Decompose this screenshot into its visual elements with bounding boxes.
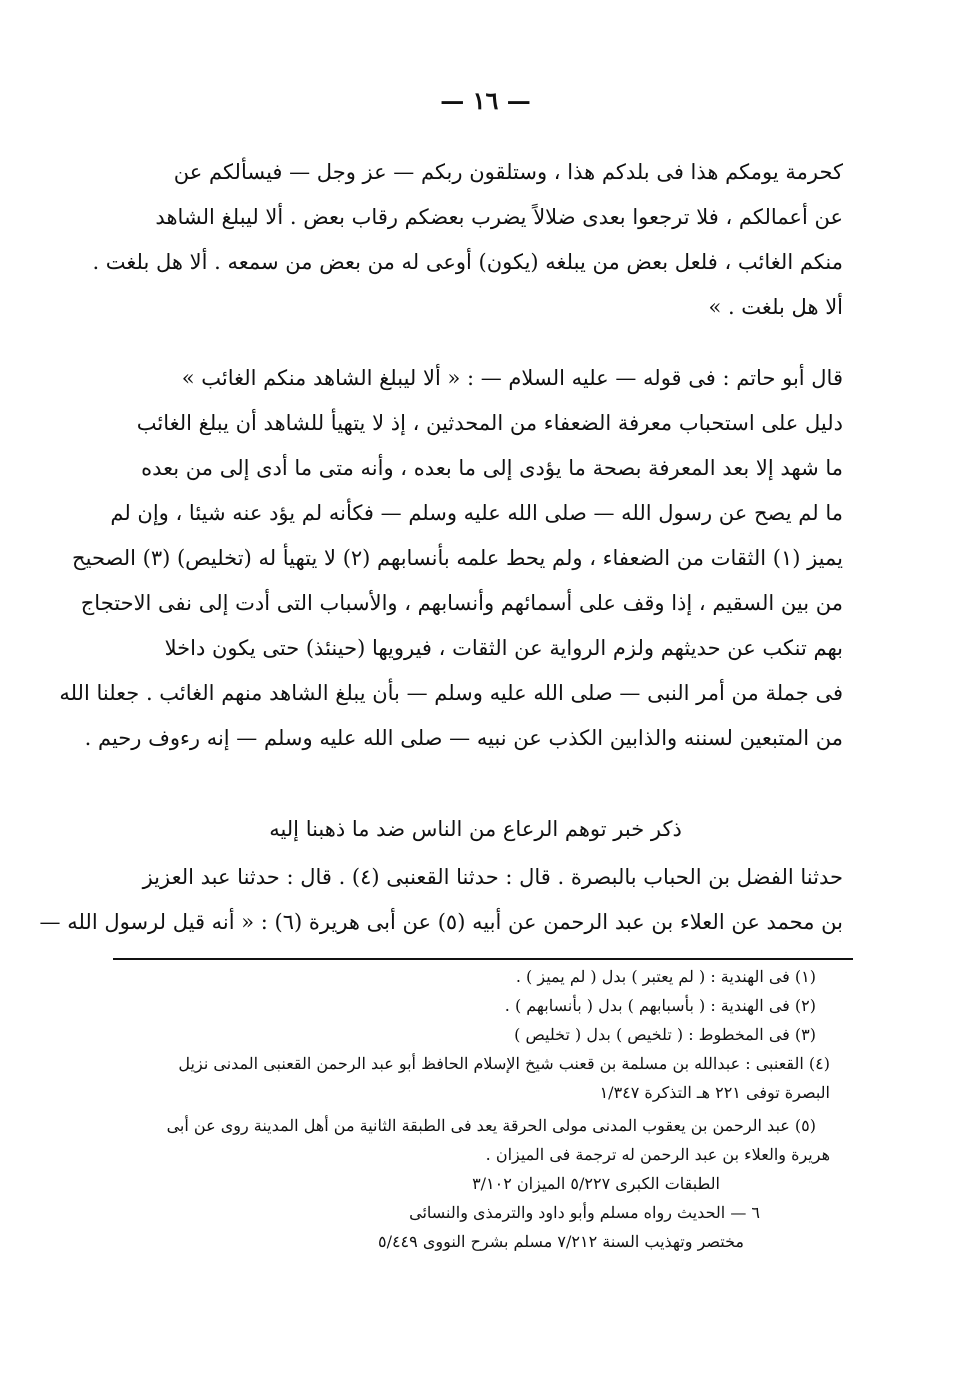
footnote-5: (٥) عبد الرحمن بن يعقوب المدنى مولى الحرقة يعد فى الطبقة الثانية من أهل المدينة روى عن أبى (166, 1116, 816, 1135)
footnote-6-source: مختصر وتهذيب السنة ٧/٢١٢ مسلم بشرح النووى ٥/٤٤٩ (377, 1232, 744, 1251)
text-line: كحرمة يومكم هذا فى بلدكم هذا ، وستلقون ربكم — عز وجل — فيسألكم عن (173, 160, 843, 184)
footnote-6: ٦ — الحديث رواه مسلم وأبو داود والترمذى والنسائى (409, 1203, 760, 1222)
footnote-5-source: الطبقات الكبرى ٥/٢٢٧ الميزان ٣/١٠٢ (472, 1174, 720, 1193)
footnote-4: (٤) القعنبى : عبدالله بن مسلمة بن قعنب شيخ الإسلام الحافظ أبو عبد الرحمن القعنبى المدنى نزيل (178, 1054, 830, 1073)
page-number: — ١٦ — (440, 86, 531, 115)
text-line: من بين السقيم ، إذا وقف على أسمائهم وأنسابهم ، والأسباب التى أدت إلى نفى الاحتجاج (80, 591, 843, 615)
text-line: دليل على استحباب معرفة الضعفاء من المحدثين ، إذ لا يتهيأ للشاهد أن يبلغ الغائب (136, 411, 843, 435)
section-heading: ذكر خبر توهم الرعاع من الناس ضد ما ذهبنا إليه (269, 817, 682, 841)
footnotes (100, 962, 830, 1256)
text-line: ما شهد إلا بعد المعرفة بصحة ما يؤدى إلى ما بعده ، وأنه متى ما أدى إلى من بعده (141, 456, 843, 480)
footnote-divider (113, 958, 853, 960)
text-line: بن محمد عن العلاء بن عبد الرحمن عن أبيه (٥) عن أبى هريرة (٦) : « أنه قيل لرسول الله — (39, 910, 843, 934)
paragraph-isnad (39, 855, 843, 945)
footnote-4-continuation: البصرة توفى ٢٢١ هـ التذكرة ١/٣٤٧ (599, 1083, 830, 1102)
text-line: حدثنا الفضل بن الحباب بالبصرة . قال : حدثنا القعنبى (٤) . قال : حدثنا عبد العزيز (142, 865, 843, 889)
text-line: يميز (١) الثقات من الضعفاء ، ولم يحط علمه بأنسابهم (٢) لا يتهيأ له (تخليص) (٣) الصحيح (72, 546, 843, 570)
text-line: ما لم يصح عن رسول الله — صلى الله عليه وسلم — فكأنه لم يؤد عنه شيئا ، وإن لم (110, 501, 843, 525)
footnote-3: (٣) فى المخطوط : ( تلخيص ) بدل ( تخليص ) (514, 1025, 816, 1044)
text-line: فى جملة من أمر النبى — صلى الله عليه وسلم — بأن يبلغ الشاهد منهم الغائب . جعلنا الله (59, 681, 843, 705)
footnote-1: (١) فى الهندية : ( لم يعتبر ) بدل ( لم يميز ) . (515, 967, 816, 986)
text-line: من المتبعين لسننه والذابين الكذب عن نبيه — صلى الله عليه وسلم — إنه رءوف رحيم . (84, 726, 843, 750)
paragraph-hadith-end (92, 150, 843, 330)
footnote-5-continuation: هريرة والعلاء بن عبد الرحمن له ترجمة فى الميزان . (485, 1145, 830, 1164)
text-line: بهم تنكب عن حديثهم ولزم الرواية عن الثقات ، فيرويها (حينئذ) حتى يكون داخلا (164, 636, 843, 660)
footnote-2: (٢) فى الهندية : ( بأسبابهم ) بدل ( بأنسابهم ) . (504, 996, 816, 1015)
paragraph-abu-hatim-commentary (59, 356, 843, 761)
text-line: ألا هل بلغت . » (708, 295, 843, 319)
text-line: قال أبو حاتم : فى قوله — عليه السلام — : « ألا ليبلغ الشاهد منكم الغائب » (181, 366, 843, 390)
text-line: منكم الغائب ، فلعل بعض من يبلغه (يكون) أوعى له من بعض من سمعه . ألا هل بلغت . (92, 250, 843, 274)
text-line: عن أعمالكم ، فلا ترجعوا بعدى ضلالاً يضرب بعضكم رقاب بعض . ألا ليبلغ الشاهد (155, 205, 843, 229)
